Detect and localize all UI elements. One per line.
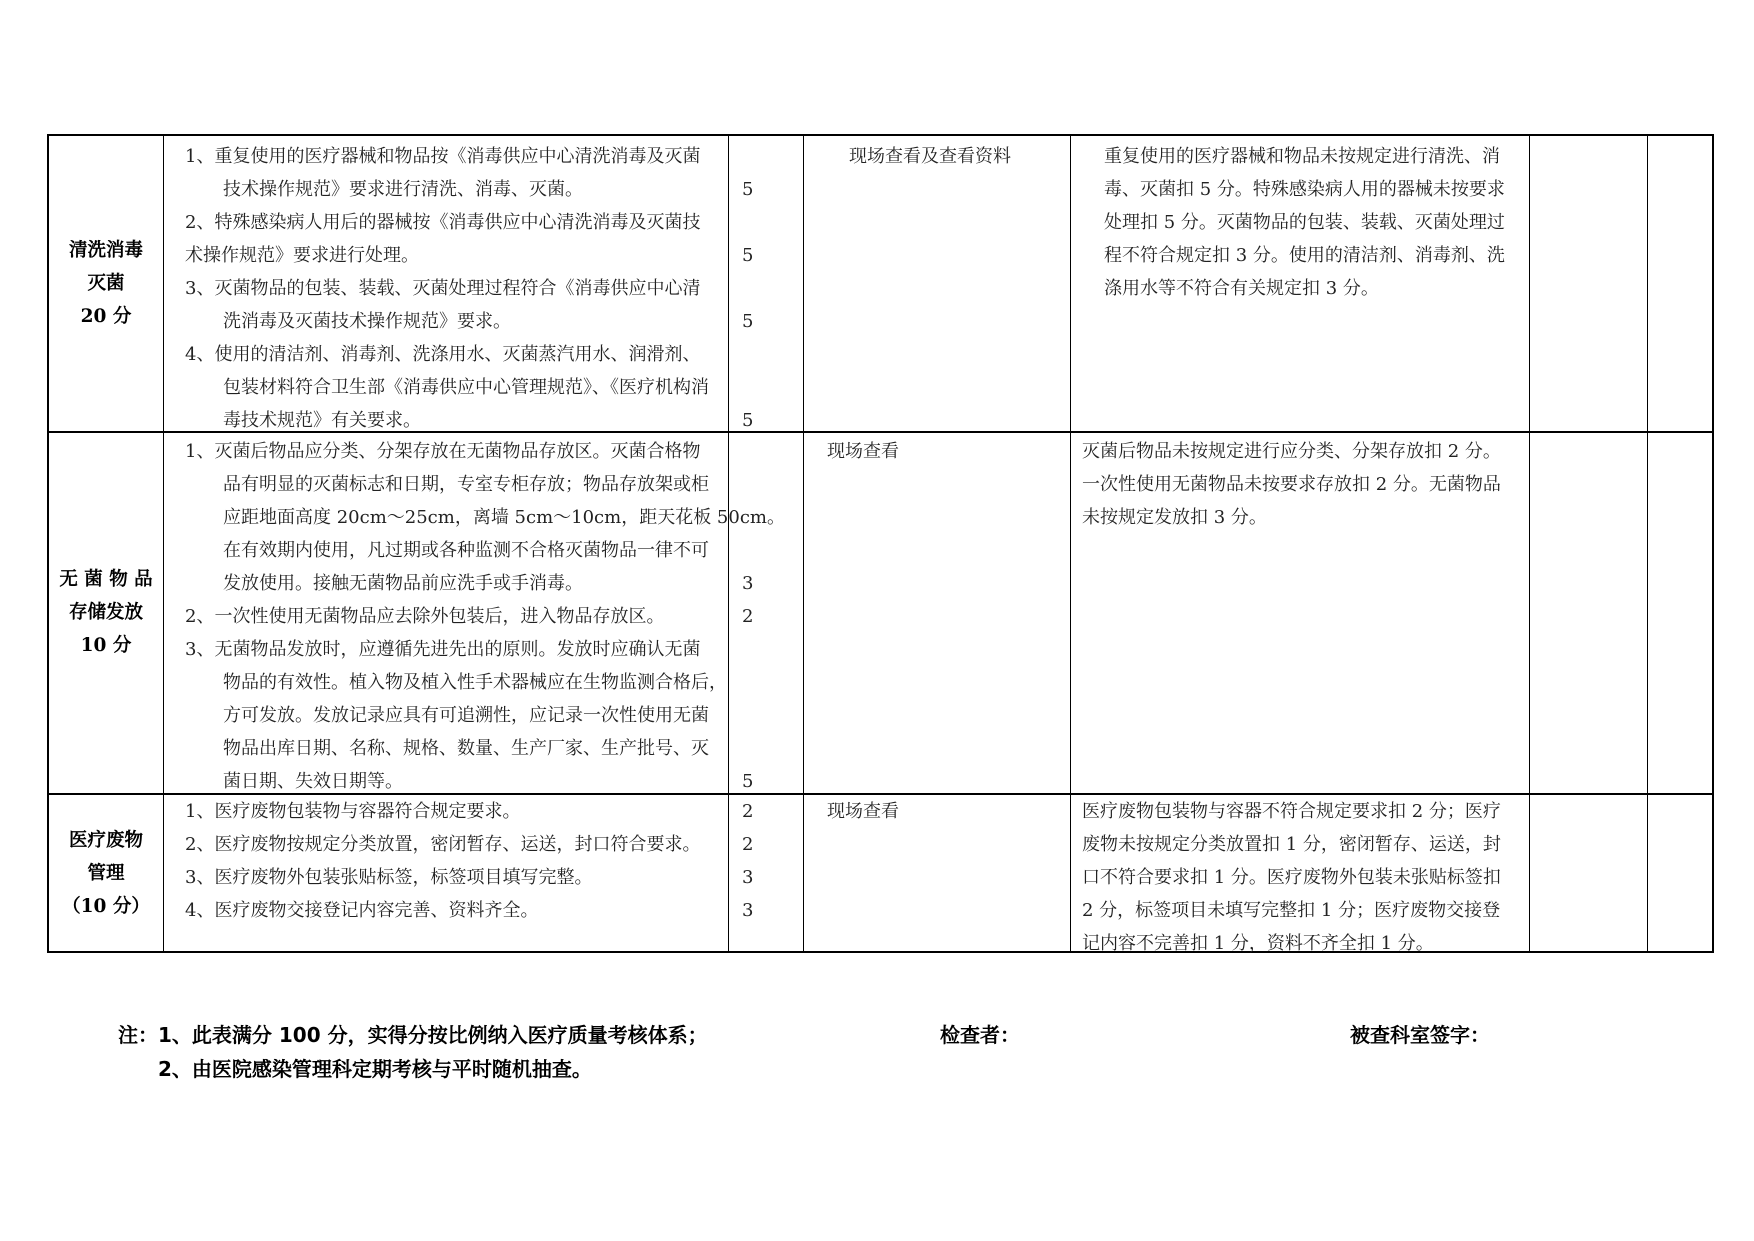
inspection-method: 现场查看及查看资料 (849, 146, 1011, 167)
criteria-line: 口不符合要求扣 1 分。医疗废物外包装未张贴标签扣 (1082, 867, 1501, 888)
footnote-line: 2、由医院感染管理科定期考核与平时随机抽查。 (118, 1057, 592, 1081)
score-value (728, 435, 803, 468)
requirement-line: 4、医疗废物交接登记内容完善、资料齐全。 (185, 900, 539, 921)
category-line: 管理 (87, 862, 125, 884)
score-value: 5 (742, 771, 754, 792)
inspector-label: 检查者： (940, 1023, 1020, 1047)
deduction-criteria (1070, 435, 1529, 534)
col-divider (1647, 136, 1648, 951)
category-line: 20 分 (80, 306, 132, 327)
dept-signature-label: 被查科室签字： (1350, 1023, 1490, 1047)
category-line: 灭菌 (87, 273, 125, 294)
score-value (728, 206, 803, 239)
requirement-line: 3、灭菌物品的包装、装载、灭菌处理过程符合《消毒供应中心清 (185, 278, 701, 299)
score-value (728, 272, 803, 305)
criteria-line: 涤用水等不符合有关规定扣 3 分。 (1104, 278, 1379, 299)
score-value: 3 (742, 900, 754, 921)
score-value (728, 468, 803, 501)
score-value: 5 (742, 410, 754, 431)
category-line: 存储发放 (68, 601, 143, 623)
requirement-line: 包装材料符合卫生部《消毒供应中心管理规范》、《医疗机构消 (223, 377, 709, 398)
category-label (49, 431, 163, 793)
inspection-method: 现场查看 (827, 441, 899, 462)
score-column (728, 140, 803, 437)
criteria-line: 记内容不完善扣 1 分，资料不齐全扣 1 分。 (1082, 933, 1434, 954)
requirement-line: 物品的有效性。植入物及植入性手术器械应在生物监测合格后， (223, 672, 727, 693)
requirement-line: 4、使用的清洁剂、消毒剂、洗涤用水、灭菌蒸汽用水、润滑剂、 (185, 344, 701, 365)
requirement-list (163, 140, 728, 437)
criteria-line: 处理扣 5 分。灭菌物品的包装、装载、灭菌处理过 (1104, 212, 1505, 233)
deduction-criteria (1070, 795, 1529, 960)
footnote-line: 注：1、此表满分 100 分，实得分按比例纳入医疗质量考核体系； (118, 1023, 708, 1047)
score-value (728, 371, 803, 404)
requirement-line: 方可发放。发放记录应具有可追溯性，应记录一次性使用无菌 (223, 705, 709, 726)
score-value (728, 699, 803, 732)
criteria-line: 毒、灭菌扣 5 分。特殊感染病人用的器械未按要求 (1104, 179, 1505, 200)
score-value: 5 (742, 245, 754, 266)
score-value: 5 (742, 311, 754, 332)
requirement-line: 1、灭菌后物品应分类、分架存放在无菌物品存放区。灭菌合格物 (185, 441, 701, 462)
score-value (728, 338, 803, 371)
score-value (728, 534, 803, 567)
requirement-line: 洗消毒及灭菌技术操作规范》要求。 (223, 311, 511, 332)
requirement-line: 2、一次性使用无菌物品应去除外包装后，进入物品存放区。 (185, 606, 665, 627)
score-value: 5 (742, 179, 754, 200)
criteria-line: 重复使用的医疗器械和物品未按规定进行清洗、消 (1104, 146, 1500, 167)
requirement-list (163, 795, 728, 927)
category-label (49, 793, 163, 953)
criteria-line: 废物未按规定分类放置扣 1 分，密闭暂存、运送，封 (1082, 834, 1501, 855)
requirement-line: 品有明显的灭菌标志和日期，专室专柜存放；物品存放架或柜 (223, 474, 709, 495)
requirement-line: 应距地面高度 20cm～25cm，离墙 5cm～10cm，距天花板 50cm。 (223, 507, 785, 528)
category-line: （10 分） (62, 895, 150, 917)
requirement-line: 1、医疗废物包装物与容器符合规定要求。 (185, 801, 521, 822)
category-label (49, 136, 163, 431)
score-value (728, 732, 803, 765)
score-value (728, 501, 803, 534)
footnotes (118, 1018, 708, 1086)
criteria-line: 未按规定发放扣 3 分。 (1082, 507, 1267, 528)
requirement-line: 发放使用。接触无菌物品前应洗手或手消毒。 (223, 573, 583, 594)
score-column (728, 435, 803, 798)
score-value: 2 (742, 801, 754, 822)
score-value: 3 (742, 573, 754, 594)
category-line: 医疗废物 (68, 829, 143, 851)
category-line: 无 菌 物 品 (59, 568, 153, 590)
criteria-line: 一次性使用无菌物品未按要求存放扣 2 分。无菌物品 (1082, 474, 1501, 495)
requirement-line: 菌日期、失效日期等。 (223, 771, 403, 792)
score-value: 2 (742, 834, 754, 855)
requirement-line: 2、特殊感染病人用后的器械按《消毒供应中心清洗消毒及灭菌技 (185, 212, 701, 233)
criteria-line: 2 分，标签项目未填写完整扣 1 分；医疗废物交接登 (1082, 900, 1501, 921)
requirement-line: 毒技术规范》有关要求。 (223, 410, 421, 431)
requirement-line: 术操作规范》要求进行处理。 (185, 245, 419, 266)
requirement-line: 3、无菌物品发放时，应遵循先进先出的原则。发放时应确认无菌 (185, 639, 701, 660)
requirement-line: 2、医疗废物按规定分类放置，密闭暂存、运送，封口符合要求。 (185, 834, 701, 855)
criteria-line: 灭菌后物品未按规定进行应分类、分架存放扣 2 分。 (1082, 441, 1501, 462)
criteria-line: 程不符合规定扣 3 分。使用的清洁剂、消毒剂、洗 (1104, 245, 1505, 266)
requirement-line: 3、医疗废物外包装张贴标签，标签项目填写完整。 (185, 867, 593, 888)
criteria-line: 医疗废物包装物与容器不符合规定要求扣 2 分；医疗 (1082, 801, 1501, 822)
requirement-line: 1、重复使用的医疗器械和物品按《消毒供应中心清洗消毒及灭菌 (185, 146, 701, 167)
score-column (728, 795, 803, 927)
inspection-method: 现场查看 (827, 801, 899, 822)
score-value (728, 666, 803, 699)
assessment-table (47, 134, 1714, 953)
score-value: 3 (742, 867, 754, 888)
category-line: 10 分 (80, 634, 132, 656)
deduction-criteria (1092, 140, 1551, 305)
category-line: 清洗消毒 (68, 240, 143, 261)
requirement-line: 技术操作规范》要求进行清洗、消毒、灭菌。 (223, 179, 583, 200)
score-value: 2 (742, 606, 754, 627)
col-divider (803, 136, 804, 951)
requirement-line: 在有效期内使用，凡过期或各种监测不合格灭菌物品一律不可 (223, 540, 709, 561)
score-value (728, 633, 803, 666)
score-value (728, 140, 803, 173)
requirement-list (163, 435, 785, 798)
requirement-line: 物品出库日期、名称、规格、数量、生产厂家、生产批号、灭 (223, 738, 709, 759)
